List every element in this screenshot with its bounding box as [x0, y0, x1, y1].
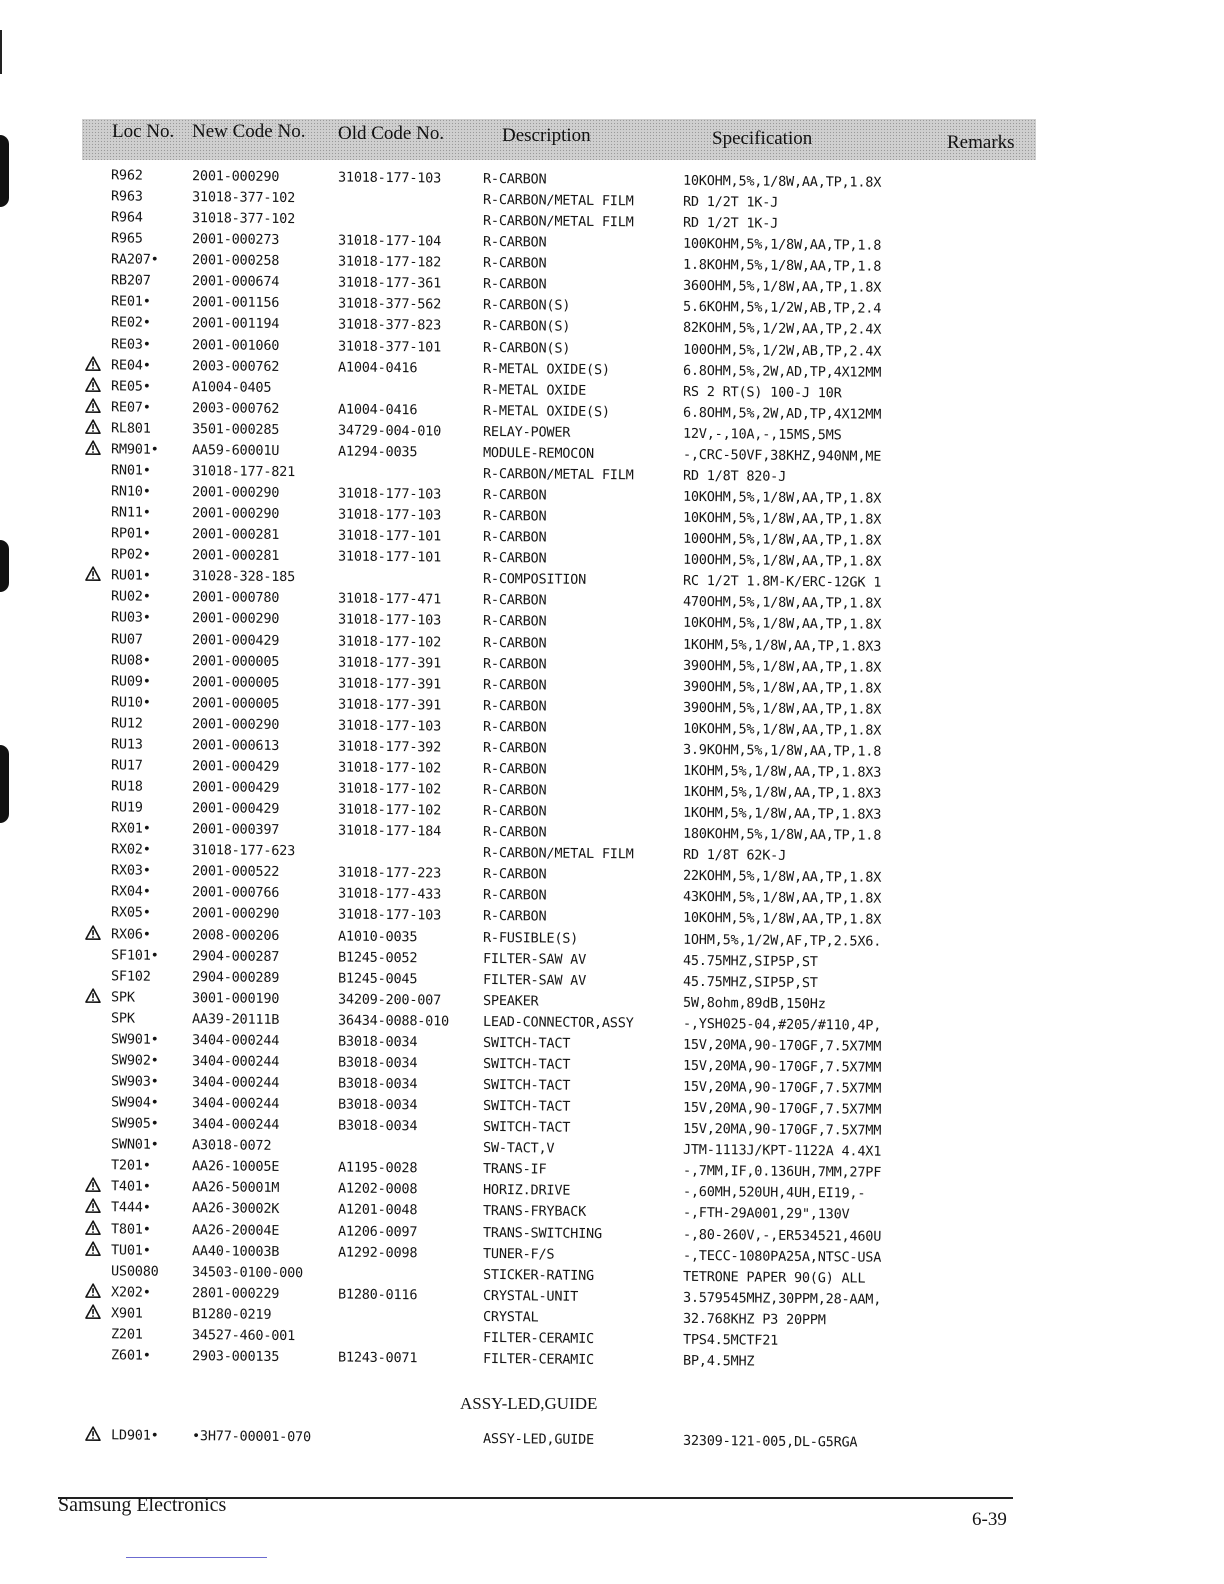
- description-cell: SWITCH-TACT: [482, 1118, 571, 1136]
- specification-cell: -,YSH025-04,#205/#110,4P,: [682, 1015, 882, 1034]
- loc-no-cell: LD901•: [110, 1427, 159, 1444]
- old-code-cell: A1206-0097: [337, 1223, 418, 1241]
- specification-cell: -,TECC-1080PA25A,NTSC-USA: [682, 1247, 882, 1266]
- loc-no-cell: RU07: [110, 631, 143, 648]
- specification-cell: 15V,20MA,90-170GF,7.5X7MM: [682, 1078, 882, 1097]
- specification-cell: TETRONE PAPER 90(G) ALL: [682, 1268, 866, 1287]
- new-code-cell: 2001-000281: [191, 526, 280, 543]
- old-code-cell: 31018-177-101: [337, 527, 442, 545]
- specification-cell: -,FTH-29A001,29",130V: [682, 1204, 850, 1223]
- specification-cell: 15V,20MA,90-170GF,7.5X7MM: [682, 1057, 882, 1076]
- old-code-cell: B3018-0034: [337, 1033, 418, 1051]
- specification-cell: 1.8KOHM,5%,1/8W,AA,TP,1.8: [682, 256, 882, 275]
- new-code-cell: AA26-30002K: [191, 1200, 280, 1217]
- description-cell: TUNER-F/S: [482, 1245, 555, 1263]
- new-code-cell: 2001-000290: [191, 505, 280, 522]
- description-cell: FILTER-CERAMIC: [482, 1329, 595, 1347]
- old-code-cell: 34729-004-010: [337, 422, 442, 440]
- description-cell: R-CARBON/METAL FILM: [482, 212, 634, 231]
- specification-cell: 15V,20MA,90-170GF,7.5X7MM: [682, 1099, 882, 1118]
- header-loc-no: Loc No.: [112, 121, 175, 142]
- loc-no-cell: SW903•: [110, 1073, 159, 1090]
- loc-no-cell: RU17: [110, 757, 143, 774]
- header-remarks: Remarks: [947, 132, 1015, 153]
- description-cell: R-METAL OXIDE(S): [482, 402, 610, 421]
- old-code-cell: A1202-0008: [337, 1180, 418, 1198]
- description-cell: ASSY-LED,GUIDE: [482, 1430, 595, 1448]
- assy-section-heading: ASSY-LED,GUIDE: [460, 1394, 598, 1413]
- description-cell: R-CARBON: [482, 886, 547, 904]
- specification-cell: 100OHM,5%,1/8W,AA,TP,1.8X: [682, 530, 882, 549]
- new-code-cell: 31018-177-623: [191, 842, 296, 860]
- new-code-cell: 2001-000273: [191, 231, 280, 248]
- specification-cell: 10KOHM,5%,1/8W,AA,TP,1.8X: [682, 720, 882, 739]
- old-code-cell: B1245-0045: [337, 970, 418, 988]
- description-cell: R-CARBON: [482, 170, 547, 188]
- loc-no-cell: TU01•: [110, 1242, 151, 1259]
- new-code-cell: AA26-20004E: [191, 1222, 280, 1239]
- header-description: Description: [502, 125, 591, 146]
- description-cell: MODULE-REMOCON: [482, 444, 595, 462]
- footer-company: Samsung Electronics: [58, 1494, 227, 1516]
- specification-cell: 82KOHM,5%,1/2W,AA,TP,2.4X: [682, 319, 882, 338]
- specification-cell: 470OHM,5%,1/8W,AA,TP,1.8X: [682, 593, 882, 612]
- description-cell: FILTER-SAW AV: [482, 971, 587, 989]
- new-code-cell: 31018-377-102: [191, 189, 296, 207]
- new-code-cell: 2001-000258: [191, 252, 280, 269]
- new-code-cell: 3404-000244: [191, 1032, 280, 1049]
- specification-cell: RD 1/8T 820-J: [682, 467, 787, 485]
- new-code-cell: 2001-000281: [191, 547, 280, 564]
- old-code-cell: 31018-177-102: [337, 759, 442, 777]
- old-code-cell: B1243-0071: [337, 1349, 418, 1367]
- loc-no-cell: RL801: [110, 420, 151, 437]
- new-code-cell: 2008-000206: [191, 927, 280, 944]
- new-code-cell: 34503-0100-000: [191, 1264, 304, 1282]
- new-code-cell: 2001-000429: [191, 632, 280, 649]
- specification-cell: 1KOHM,5%,1/8W,AA,TP,1.8X3: [682, 804, 882, 823]
- specification-cell: RD 1/2T 1K-J: [682, 214, 779, 232]
- specification-cell: 6.8OHM,5%,2W,AD,TP,4X12MM: [682, 362, 882, 381]
- specification-cell: 6.8OHM,5%,2W,AD,TP,4X12MM: [682, 404, 882, 423]
- specification-cell: 1KOHM,5%,1/8W,AA,TP,1.8X3: [682, 783, 882, 802]
- new-code-cell: 2904-000287: [191, 948, 280, 965]
- description-cell: R-CARBON: [482, 591, 547, 609]
- description-cell: CRYSTAL: [482, 1308, 539, 1326]
- new-code-cell: 2904-000289: [191, 969, 280, 986]
- loc-no-cell: US0080: [110, 1263, 159, 1280]
- old-code-cell: 31018-177-102: [337, 633, 442, 651]
- loc-no-cell: RU03•: [110, 609, 151, 626]
- new-code-cell: 34527-460-001: [191, 1327, 296, 1345]
- description-cell: R-CARBON: [482, 486, 547, 504]
- specification-cell: RS 2 RT(S) 100-J 10R: [682, 383, 842, 402]
- old-code-cell: 31018-177-184: [337, 822, 442, 840]
- description-cell: SWITCH-TACT: [482, 1034, 571, 1052]
- specification-cell: 12V,-,10A,-,15MS,5MS: [682, 425, 842, 444]
- loc-no-cell: RU13: [110, 736, 143, 753]
- safety-warning-icon: [85, 1426, 101, 1441]
- loc-no-cell: RX04•: [110, 883, 151, 900]
- description-cell: R-CARBON: [482, 697, 547, 715]
- loc-no-cell: RP01•: [110, 525, 151, 542]
- description-cell: TRANS-SWITCHING: [482, 1224, 602, 1243]
- loc-no-cell: RU09•: [110, 673, 151, 690]
- loc-no-cell: SW901•: [110, 1031, 159, 1048]
- loc-no-cell: RX06•: [110, 926, 151, 943]
- old-code-cell: 31018-177-103: [337, 506, 442, 524]
- loc-no-cell: SW902•: [110, 1052, 159, 1069]
- old-code-cell: B1280-0116: [337, 1286, 418, 1304]
- new-code-cell: 2001-000290: [191, 610, 280, 627]
- specification-cell: TPS4.5MCTF21: [682, 1331, 779, 1349]
- bottom-line: [126, 1557, 267, 1558]
- loc-no-cell: R965: [110, 230, 143, 247]
- table-row: [0, 1424, 1224, 1456]
- loc-no-cell: RX05•: [110, 904, 151, 921]
- description-cell: RELAY-POWER: [482, 423, 571, 441]
- old-code-cell: 31018-177-103: [337, 485, 442, 503]
- loc-no-cell: RN11•: [110, 504, 151, 521]
- description-cell: R-CARBON: [482, 254, 547, 272]
- specification-cell: 390OHM,5%,1/8W,AA,TP,1.8X: [682, 678, 882, 697]
- loc-no-cell: RX03•: [110, 862, 151, 879]
- old-code-cell: 31018-177-103: [337, 717, 442, 735]
- description-cell: R-CARBON: [482, 865, 547, 883]
- new-code-cell: AA26-50001M: [191, 1179, 280, 1196]
- loc-no-cell: SF101•: [110, 947, 159, 964]
- new-code-cell: 2001-000780: [191, 589, 280, 606]
- loc-no-cell: SPK: [110, 989, 135, 1006]
- loc-no-cell: RE01•: [110, 293, 151, 310]
- specification-cell: 43KOHM,5%,1/8W,AA,TP,1.8X: [682, 888, 882, 907]
- new-code-cell: 3404-000244: [191, 1053, 280, 1070]
- header-specification: Specification: [712, 128, 813, 149]
- description-cell: R-CARBON: [482, 233, 547, 251]
- new-code-cell: 2001-000674: [191, 273, 280, 290]
- description-cell: R-CARBON/METAL FILM: [482, 191, 634, 210]
- description-cell: HORIZ.DRIVE: [482, 1181, 571, 1199]
- description-cell: R-CARBON/METAL FILM: [482, 465, 634, 484]
- old-code-cell: 36434-0088-010: [337, 1012, 450, 1030]
- loc-no-cell: R963: [110, 188, 143, 205]
- specification-cell: 360OHM,5%,1/8W,AA,TP,1.8X: [682, 277, 882, 296]
- new-code-cell: 31018-377-102: [191, 210, 296, 228]
- specification-cell: -,7MM,IF,0.136UH,7MM,27PF: [682, 1162, 882, 1181]
- new-code-cell: A3018-0072: [191, 1137, 272, 1154]
- new-code-cell: 3404-000244: [191, 1074, 280, 1091]
- description-cell: R-CARBON: [482, 275, 547, 293]
- description-cell: SWITCH-TACT: [482, 1055, 571, 1073]
- new-code-cell: 3404-000244: [191, 1095, 280, 1112]
- specification-cell: 15V,20MA,90-170GF,7.5X7MM: [682, 1036, 882, 1055]
- specification-cell: 390OHM,5%,1/8W,AA,TP,1.8X: [682, 657, 882, 676]
- old-code-cell: 31018-177-103: [337, 169, 442, 187]
- old-code-cell: B3018-0034: [337, 1096, 418, 1114]
- description-cell: R-CARBON: [482, 655, 547, 673]
- specification-cell: RC 1/2T 1.8M-K/ERC-12GK 1: [682, 572, 882, 591]
- old-code-cell: A1010-0035: [337, 928, 418, 946]
- specification-cell: BP,4.5MHZ: [682, 1352, 755, 1370]
- old-code-cell: B3018-0034: [337, 1054, 418, 1072]
- old-code-cell: A1201-0048: [337, 1201, 418, 1219]
- loc-no-cell: RE07•: [110, 399, 151, 416]
- specification-cell: 1OHM,5%,1/2W,AF,TP,2.5X6.: [682, 931, 882, 950]
- loc-no-cell: SW904•: [110, 1094, 159, 1111]
- new-code-cell: AA26-10005E: [191, 1158, 280, 1175]
- header-old-code-no: Old Code No.: [338, 123, 445, 144]
- new-code-cell: 2003-000762: [191, 400, 280, 417]
- old-code-cell: 31018-177-391: [337, 696, 442, 714]
- old-code-cell: A1195-0028: [337, 1159, 418, 1177]
- description-cell: FILTER-SAW AV: [482, 950, 587, 968]
- loc-no-cell: RA207•: [110, 251, 159, 268]
- description-cell: SWITCH-TACT: [482, 1097, 571, 1115]
- new-code-cell: 2001-000613: [191, 737, 280, 754]
- description-cell: R-COMPOSITION: [482, 570, 587, 588]
- specification-cell: 32309-121-005,DL-G5RGA: [682, 1432, 858, 1451]
- description-cell: R-CARBON: [482, 528, 547, 546]
- loc-no-cell: RX01•: [110, 820, 151, 837]
- new-code-cell: 2001-000429: [191, 779, 280, 796]
- description-cell: TRANS-FRYBACK: [482, 1202, 587, 1220]
- new-code-cell: 2001-000290: [191, 484, 280, 501]
- specification-cell: 1KOHM,5%,1/8W,AA,TP,1.8X3: [682, 762, 882, 781]
- loc-no-cell: RN01•: [110, 462, 151, 479]
- specification-cell: 45.75MHZ,SIP5P,ST: [682, 973, 818, 992]
- loc-no-cell: X202•: [110, 1284, 151, 1301]
- new-code-cell: 2903-000135: [191, 1348, 280, 1365]
- new-code-cell: 2001-000005: [191, 695, 280, 712]
- loc-no-cell: SWN01•: [110, 1136, 159, 1153]
- new-code-cell: 2001-000429: [191, 800, 280, 817]
- specification-cell: 10KOHM,5%,1/8W,AA,TP,1.8X: [682, 509, 882, 528]
- description-cell: R-CARBON: [482, 907, 547, 925]
- new-code-cell: 2001-000522: [191, 863, 280, 880]
- old-code-cell: 34209-200-007: [337, 991, 442, 1009]
- loc-no-cell: RE02•: [110, 314, 151, 331]
- old-code-cell: 31018-177-102: [337, 801, 442, 819]
- loc-no-cell: RU01•: [110, 567, 151, 584]
- description-cell: R-CARBON: [482, 823, 547, 841]
- loc-no-cell: RU12: [110, 715, 143, 732]
- specification-cell: -,60MH,520UH,4UH,EI19,-: [682, 1183, 866, 1202]
- description-cell: R-CARBON/METAL FILM: [482, 844, 634, 863]
- old-code-cell: 31018-177-392: [337, 738, 442, 756]
- loc-no-cell: RB207: [110, 272, 151, 289]
- header-new-code-no: New Code No.: [192, 121, 306, 142]
- old-code-cell: B1245-0052: [337, 949, 418, 967]
- specification-cell: 3.579545MHZ,30PPM,28-AAM,: [682, 1289, 882, 1308]
- specification-cell: 10KOHM,5%,1/8W,AA,TP,1.8X: [682, 172, 882, 191]
- description-cell: SWITCH-TACT: [482, 1076, 571, 1094]
- specification-cell: RD 1/8T 62K-J: [682, 846, 787, 864]
- old-code-cell: 31018-177-391: [337, 654, 442, 672]
- old-code-cell: 31018-177-103: [337, 611, 442, 629]
- loc-no-cell: T801•: [110, 1221, 151, 1238]
- specification-cell: 180KOHM,5%,1/8W,AA,TP,1.8: [682, 825, 882, 844]
- loc-no-cell: SW905•: [110, 1115, 159, 1132]
- description-cell: R-CARBON(S): [482, 339, 571, 357]
- specification-cell: -,80-260V,-,ER534521,460U: [682, 1226, 882, 1245]
- description-cell: TRANS-IF: [482, 1160, 547, 1178]
- old-code-cell: B3018-0034: [337, 1075, 418, 1093]
- description-cell: R-CARBON: [482, 760, 547, 778]
- specification-cell: RD 1/2T 1K-J: [682, 193, 779, 211]
- description-cell: R-CARBON: [482, 549, 547, 567]
- old-code-cell: 31018-177-101: [337, 548, 442, 566]
- new-code-cell: 2001-000290: [191, 905, 280, 922]
- old-code-cell: A1004-0416: [337, 401, 418, 419]
- old-code-cell: 31018-177-102: [337, 780, 442, 798]
- specification-cell: 10KOHM,5%,1/8W,AA,TP,1.8X: [682, 909, 882, 928]
- old-code-cell: 31018-377-823: [337, 316, 442, 334]
- specification-cell: 100OHM,5%,1/2W,AB,TP,2.4X: [682, 341, 882, 360]
- description-cell: R-METAL OXIDE: [482, 381, 587, 399]
- new-code-cell: 2001-000766: [191, 884, 280, 901]
- new-code-cell: 2001-001060: [191, 337, 280, 354]
- loc-no-cell: SF102: [110, 968, 151, 985]
- description-cell: R-CARBON: [482, 739, 547, 757]
- loc-no-cell: RU08•: [110, 652, 151, 669]
- description-cell: R-METAL OXIDE(S): [482, 360, 610, 379]
- old-code-cell: 31018-177-104: [337, 232, 442, 250]
- description-cell: R-CARBON: [482, 507, 547, 525]
- old-code-cell: A1004-0416: [337, 359, 418, 377]
- old-code-cell: 31018-177-471: [337, 590, 442, 608]
- new-code-cell: 2801-000229: [191, 1285, 280, 1302]
- new-code-cell: AA59-60001U: [191, 442, 280, 459]
- description-cell: SPEAKER: [482, 992, 539, 1010]
- specification-cell: 10KOHM,5%,1/8W,AA,TP,1.8X: [682, 614, 882, 633]
- loc-no-cell: RE05•: [110, 378, 151, 395]
- specification-cell: 10KOHM,5%,1/8W,AA,TP,1.8X: [682, 488, 882, 507]
- new-code-cell: 2001-000290: [191, 168, 280, 185]
- new-code-cell: 2003-000762: [191, 358, 280, 375]
- loc-no-cell: RP02•: [110, 546, 151, 563]
- old-code-cell: A1292-0098: [337, 1244, 418, 1262]
- specification-cell: 5W,8ohm,89dB,150Hz: [682, 994, 826, 1013]
- new-code-cell: B1280-0219: [191, 1306, 272, 1323]
- old-code-cell: B3018-0034: [337, 1117, 418, 1135]
- description-cell: R-CARBON(S): [482, 317, 571, 335]
- loc-no-cell: RE04•: [110, 357, 151, 374]
- loc-no-cell: X901: [110, 1305, 143, 1322]
- new-code-cell: 2001-000429: [191, 758, 280, 775]
- loc-no-cell: T401•: [110, 1178, 151, 1195]
- specification-cell: JTM-1113J/KPT-1122A 4.4X1: [682, 1141, 882, 1160]
- description-cell: LEAD-CONNECTOR,ASSY: [482, 1013, 634, 1032]
- loc-no-cell: T444•: [110, 1199, 151, 1216]
- old-code-cell: 31018-177-223: [337, 864, 442, 882]
- loc-no-cell: RE03•: [110, 336, 151, 353]
- description-cell: R-CARBON: [482, 612, 547, 630]
- old-code-cell: 31018-177-391: [337, 675, 442, 693]
- new-code-cell: A1004-0405: [191, 379, 272, 396]
- description-cell: FILTER-CERAMIC: [482, 1350, 595, 1368]
- old-code-cell: 31018-177-361: [337, 274, 442, 292]
- old-code-cell: 31018-177-433: [337, 885, 442, 903]
- new-code-cell: 31018-177-821: [191, 463, 296, 481]
- new-code-cell: 3501-000285: [191, 421, 280, 438]
- description-cell: SW-TACT,V: [482, 1139, 555, 1157]
- specification-cell: 5.6KOHM,5%,1/2W,AB,TP,2.4: [682, 298, 882, 317]
- loc-no-cell: SPK: [110, 1010, 135, 1027]
- loc-no-cell: RM901•: [110, 441, 159, 458]
- loc-no-cell: RX02•: [110, 841, 151, 858]
- description-cell: R-CARBON: [482, 676, 547, 694]
- old-code-cell: A1294-0035: [337, 443, 418, 461]
- new-code-cell: •3H77-00001-070: [191, 1428, 312, 1446]
- loc-no-cell: RU18: [110, 778, 143, 795]
- loc-no-cell: RU10•: [110, 694, 151, 711]
- loc-no-cell: R962: [110, 167, 143, 184]
- description-cell: STICKER-RATING: [482, 1266, 595, 1284]
- new-code-cell: AA39-20111B: [191, 1011, 280, 1028]
- old-code-cell: 31018-177-103: [337, 906, 442, 924]
- loc-no-cell: T201•: [110, 1157, 151, 1174]
- description-cell: R-CARBON: [482, 718, 547, 736]
- new-code-cell: 2001-000005: [191, 653, 280, 670]
- new-code-cell: 2001-000005: [191, 674, 280, 691]
- loc-no-cell: Z201: [110, 1326, 143, 1343]
- new-code-cell: 31028-328-185: [191, 568, 296, 586]
- loc-no-cell: R964: [110, 209, 143, 226]
- page-number: 6-39: [972, 1509, 1007, 1530]
- description-cell: R-CARBON: [482, 634, 547, 652]
- new-code-cell: AA40-10003B: [191, 1243, 280, 1260]
- new-code-cell: 2001-000290: [191, 716, 280, 733]
- new-code-cell: 3404-000244: [191, 1116, 280, 1133]
- description-cell: R-FUSIBLE(S): [482, 929, 579, 947]
- specification-cell: 100OHM,5%,1/8W,AA,TP,1.8X: [682, 551, 882, 570]
- specification-cell: 22KOHM,5%,1/8W,AA,TP,1.8X: [682, 867, 882, 886]
- description-cell: R-CARBON: [482, 781, 547, 799]
- specification-cell: 15V,20MA,90-170GF,7.5X7MM: [682, 1120, 882, 1139]
- loc-no-cell: Z601•: [110, 1347, 151, 1364]
- new-code-cell: 2001-001194: [191, 315, 280, 332]
- description-cell: CRYSTAL-UNIT: [482, 1287, 579, 1305]
- new-code-cell: 2001-001156: [191, 294, 280, 311]
- specification-cell: 32.768KHZ P3 20PPM: [682, 1310, 826, 1329]
- loc-no-cell: RN10•: [110, 483, 151, 500]
- loc-no-cell: RU02•: [110, 588, 151, 605]
- specification-cell: 1KOHM,5%,1/8W,AA,TP,1.8X3: [682, 636, 882, 655]
- new-code-cell: 2001-000397: [191, 821, 280, 838]
- loc-no-cell: RU19: [110, 799, 143, 816]
- new-code-cell: 3001-000190: [191, 990, 280, 1007]
- old-code-cell: 31018-377-101: [337, 338, 442, 356]
- description-cell: R-CARBON(S): [482, 296, 571, 314]
- specification-cell: 100KOHM,5%,1/8W,AA,TP,1.8: [682, 235, 882, 254]
- old-code-cell: 31018-177-182: [337, 253, 442, 271]
- old-code-cell: 31018-377-562: [337, 295, 442, 313]
- specification-cell: 45.75MHZ,SIP5P,ST: [682, 952, 818, 971]
- description-cell: R-CARBON: [482, 802, 547, 820]
- specification-cell: 3.9KOHM,5%,1/8W,AA,TP,1.8: [682, 741, 882, 760]
- specification-cell: 390OHM,5%,1/8W,AA,TP,1.8X: [682, 699, 882, 718]
- specification-cell: -,CRC-50VF,38KHZ,940NM,ME: [682, 446, 882, 465]
